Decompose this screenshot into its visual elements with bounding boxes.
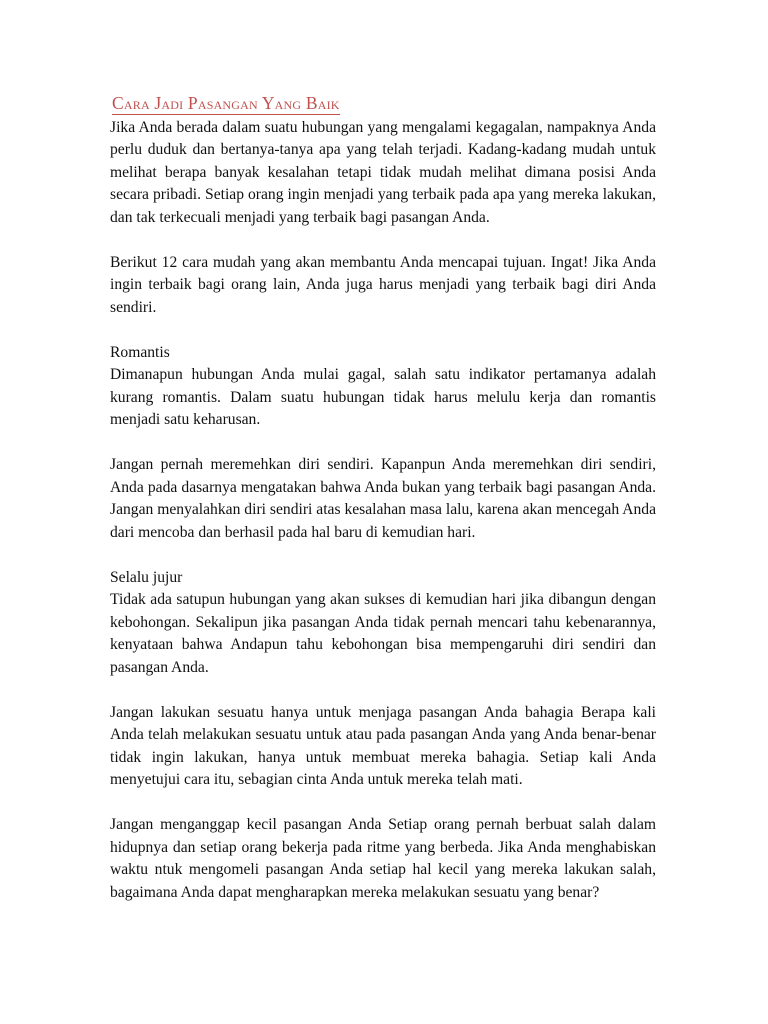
honesty-paragraph: Tidak ada satupun hubungan yang akan sukses di kemudian hari jika dibangun dengan kebohongan. Sekalipun jika pasangan Anda tidak pernah mencari tahu kebenarannya, kenyataan bahwa Andapun tahu kebohongan bisa mempengaruhi diri sendiri dan pasangan Anda. [110, 591, 656, 676]
paragraph-spacer [110, 319, 656, 342]
intro-paragraph: Jika Anda berada dalam suatu hubungan yang mengalami kegagalan, nampaknya Anda perlu duduk dan bertanya-tanya apa yang telah terjadi. Kadang-kadang mudah untuk melihat berapa banyak kesalahan tetapi tidak mudah melihat dimana posisi Anda secara pribadi. Setiap orang ingin menjadi yang terbaik pada apa yang mereka lakukan, dan tak terkecuali menjadi yang terbaik bagi pasangan Anda. [110, 118, 656, 226]
paragraph-spacer [110, 544, 656, 567]
respect-paragraph: Jangan menganggap kecil pasangan Anda Setiap orang pernah berbuat salah dalam hidupnya dan setiap orang bekerja pada ritme yang berbeda. Jika Anda menghabiskan waktu ntuk mengomeli pasangan Anda setiap hal kecil yang mereka lakukan salah, bagaimana Anda dapat mengharapkan mereka melakukan sesuatu yang benar? [110, 816, 656, 901]
paragraph-spacer [110, 679, 656, 702]
self-esteem-paragraph: Jangan pernah meremehkan diri sendiri. Kapanpun Anda meremehkan diri sendiri, Anda pada dasarnya mengatakan bahwa Anda bukan yang terbaik bagi pasangan Anda. Jangan menyalahkan diri sendiri atas kesalahan masa lalu, karena akan mencegah Anda dari mencoba dan berhasil pada hal baru di kemudian hari. [110, 456, 656, 541]
romantis-paragraph: Dimanapun hubungan Anda mulai gagal, salah satu indikator pertamanya adalah kurang romantis. Dalam suatu hubungan tidak harus melulu kerja dan romantis menjadi satu keharusan. [110, 366, 656, 428]
tips-intro-paragraph: Berikut 12 cara mudah yang akan membantu Anda mencapai tujuan. Ingat! Jika Anda ingin terbaik bagi orang lain, Anda juga harus menjadi yang terbaik bagi diri Anda sendiri. [110, 253, 656, 316]
paragraph-spacer [110, 229, 656, 252]
section-heading-romantis: Romantis [110, 343, 170, 361]
section-heading-jujur: Selalu jujur [110, 568, 183, 586]
document-page [110, 92, 656, 904]
paragraph-spacer [110, 792, 656, 815]
happiness-paragraph: Jangan lakukan sesuatu hanya untuk menjaga pasangan Anda bahagia Berapa kali Anda telah melakukan sesuatu untuk atau pada pasangan Anda yang Anda benar-benar tidak ingin lakukan, hanya untuk membuat mereka bahagia. Setiap kali Anda menyetujui cara itu, sebagian cinta Anda untuk mereka telah mati. [110, 703, 656, 788]
paragraph-spacer [110, 432, 656, 455]
document-title: Cara Jadi Pasangan Yang Baik [112, 93, 340, 113]
